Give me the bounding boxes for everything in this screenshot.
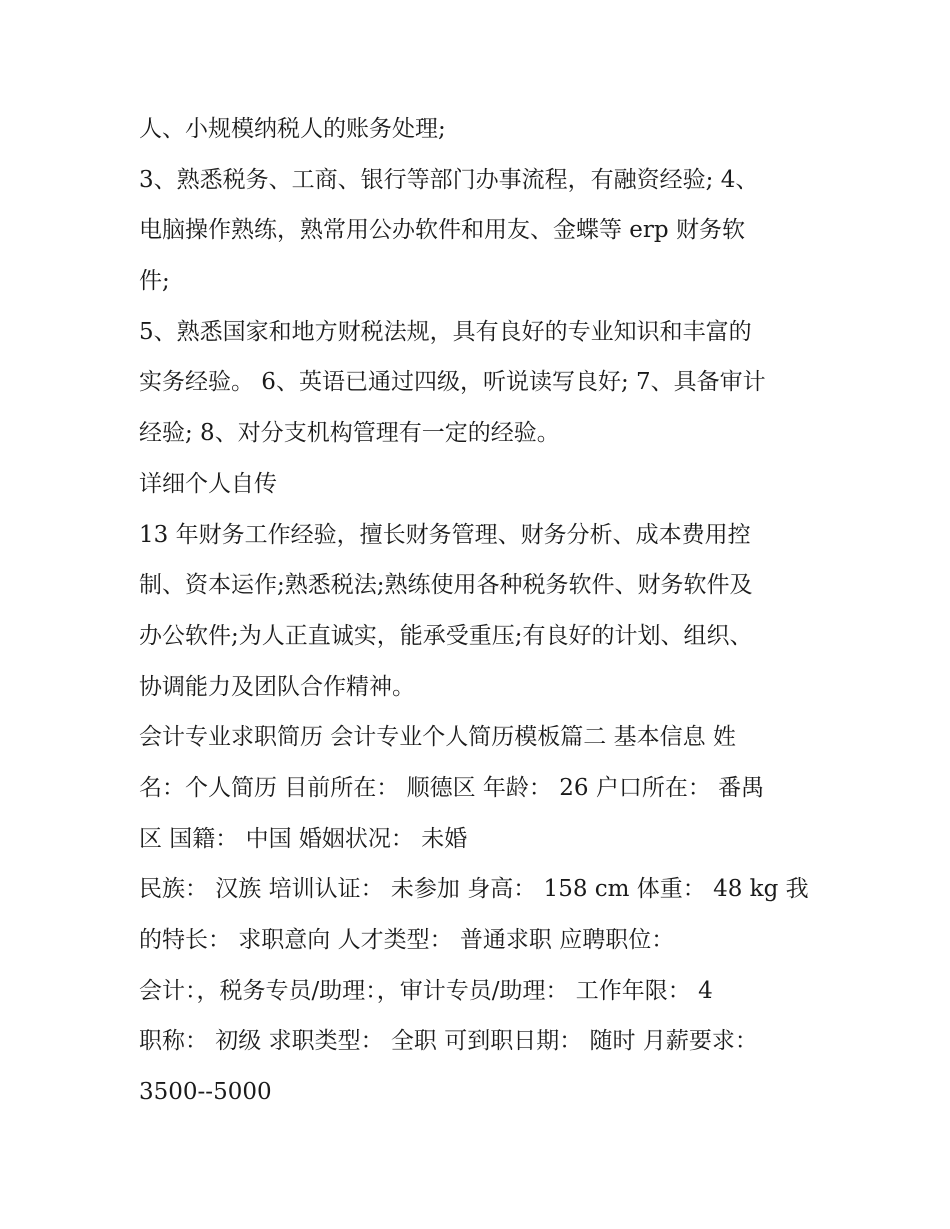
section-heading: 详细个人自传 [139, 470, 277, 497]
text-line: 人、小规模纳税人的账务处理; [139, 116, 446, 142]
text-line: 的特长： 求职意向 人才类型： 普通求职 应聘职位： [139, 927, 675, 953]
text-line: 5、熟悉国家和地方财税法规，具有良好的专业知识和丰富的 [139, 318, 752, 345]
text-line: 民族： 汉族 培训认证： 未参加 身高： 158 cm 体重： 48 kg 我 [139, 876, 809, 903]
text-line: 职称： 初级 求职类型： 全职 可到职日期： 随时 月薪要求： [139, 1028, 758, 1055]
text-line: 名：个人简历 目前所在： 顺德区 年龄： 26 户口所在： 番禺 [139, 774, 765, 801]
text-line: 3500--5000 [139, 1079, 272, 1106]
text-line: 协调能力及团队合作精神。 [139, 673, 415, 700]
text-line: 3、熟悉税务、工商、银行等部门办事流程，有融资经验; 4、 [139, 166, 759, 193]
text-line: 实务经验。 6、英语已通过四级，听说读写良好; 7、具备审计 [139, 369, 766, 396]
text-line: 办公软件;为人正直诚实，能承受重压;有良好的计划、组织、 [139, 622, 753, 649]
text-line: 制、资本运作;熟悉税法;熟练使用各种税务软件、财务软件及 [139, 572, 753, 599]
text-line: 区 国籍： 中国 婚姻状况： 未婚 [139, 825, 468, 852]
text-line: 13 年财务工作经验，擅长财务管理、财务分析、成本费用控 [139, 521, 751, 548]
text-line: 会计：，税务专员/助理：，审计专员/助理： 工作年限： 4 [139, 977, 713, 1004]
document-body [139, 104, 819, 1118]
text-line: 会计专业求职简历 会计专业个人简历模板篇二 基本信息 姓 [139, 724, 736, 751]
text-line: 电脑操作熟练，熟常用公办软件和用友、金蝶等 erp 财务软 [139, 217, 745, 244]
text-line: 经验; 8、对分支机构管理有一定的经验。 [139, 420, 560, 447]
text-line: 件; [139, 268, 170, 295]
